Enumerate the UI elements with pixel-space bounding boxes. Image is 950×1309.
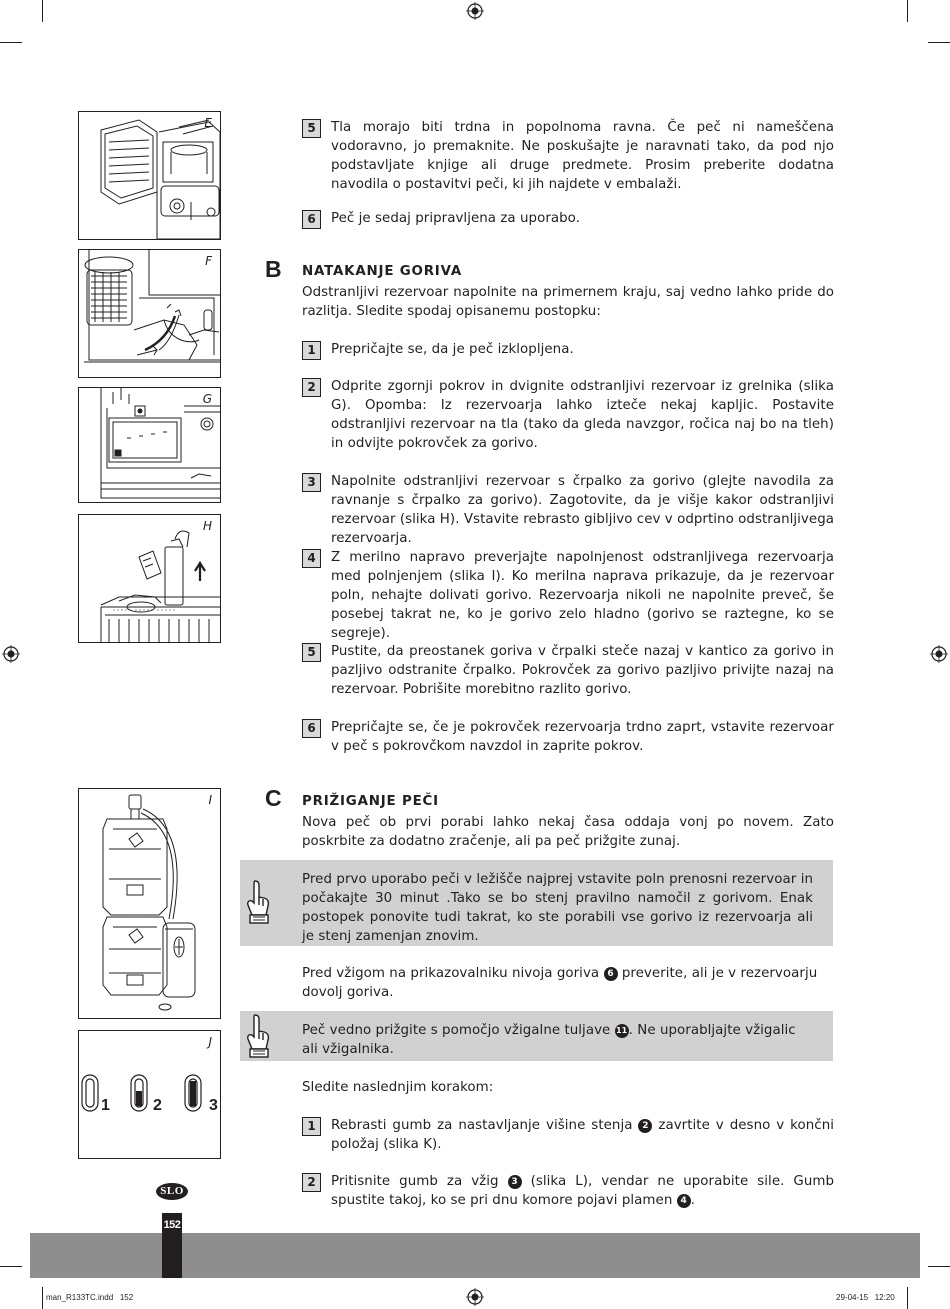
heater-lid-illustration bbox=[79, 112, 220, 239]
follow-steps-text: Sledite naslednjim korakom: bbox=[302, 1080, 494, 1095]
step-number: 2 bbox=[302, 1173, 321, 1192]
page-number: 152 bbox=[163, 1219, 181, 1231]
crop-mark bbox=[42, 0, 43, 22]
pointing-hand-icon bbox=[244, 1013, 272, 1059]
fuel-check-text-a: Pred vžigom na prikazovalniku nivoja goriva bbox=[302, 966, 600, 981]
registration-mark-icon bbox=[2, 645, 20, 663]
step-number: 6 bbox=[302, 210, 321, 229]
figure-label: I bbox=[208, 793, 212, 807]
figure-e bbox=[78, 111, 221, 240]
registration-mark-icon bbox=[466, 2, 484, 20]
stacked-tanks-illustration bbox=[79, 789, 220, 1018]
crop-mark bbox=[928, 1266, 950, 1267]
step-text-a: Rebrasti gumb za nastavljanje višine stenja bbox=[331, 1118, 633, 1133]
figure-i bbox=[78, 788, 221, 1019]
heater-top-illustration bbox=[79, 388, 220, 502]
step-text: Tla morajo biti trdna in popolnoma ravna. Če peč ni nameščena vodoravno, jo premaknite. Ne poskušajte je naravnati tako, da pod njo podstavljate knjige ali druge predmete. Prosim preberite dodatna navodila o postavitvi peči, ki jih najdete v embalaži. bbox=[331, 120, 834, 192]
crop-mark bbox=[907, 0, 908, 22]
gauge-level-label: 2 bbox=[153, 1097, 162, 1114]
ignition-coil-number-badge: 11 bbox=[615, 1024, 629, 1038]
note-text: Pred prvo uporabo peči v ležišče najprej vstavite poln prenosni rezervoar in počakajte 30 minut .Tako se bo stenj pravilno namočil z gorivom. Enak postopek ponovite tudi takrat, ko ste porabili vse gorivo iz rezervoarja ali je stenj zamenjan znovim. bbox=[302, 872, 813, 944]
language-badge-label: SLO bbox=[160, 1185, 184, 1197]
step-text-a: Pritisnite gumb za vžig bbox=[331, 1174, 499, 1189]
section-letter: B bbox=[265, 256, 282, 282]
footer-timestamp: 29-04-15 12:20 bbox=[836, 1293, 895, 1302]
figure-label: F bbox=[205, 254, 212, 268]
section-letter: C bbox=[265, 785, 282, 811]
step-text: Odprite zgornji pokrov in dvignite odstranljivi rezervoar iz grelnika (slika G). Opomba: Iz rezervoarja lahko izteče nekaj kapljic. Postavite odstranljivi rezervoar na tla (tako da gleda navzgor, ročica naj bo na tleh) in odvijte pokrovček za gorivo. bbox=[331, 379, 834, 451]
step-number: 4 bbox=[302, 549, 321, 568]
gauge-level-label: 1 bbox=[101, 1097, 110, 1114]
step-text: Prepričajte se, če je pokrovček rezervoarja trdno zaprt, vstavite rezervoar v peč s pokrovčkom navzdol in zaprite pokrov. bbox=[331, 720, 834, 754]
footer-file-name: man_R133TC.indd 152 bbox=[46, 1293, 134, 1302]
section-title: NATAKANJE GORIVA bbox=[302, 264, 463, 279]
note-text-a: Peč vedno prižgite s pomočjo vžigalne tuljave bbox=[302, 1023, 611, 1038]
figure-label: H bbox=[202, 519, 212, 533]
figure-label: E bbox=[204, 116, 212, 130]
figure-j bbox=[78, 1030, 221, 1159]
step-text: Pustite, da preostanek goriva v črpalki steče nazaj v kantico za gorivo in pazljivo odstranite črpalko. Pokrovček za gorivo pazljivo privijte nazaj na rezervoar. Pobrišite morebitno razlito gorivo. bbox=[331, 644, 834, 697]
tank-lift-illustration bbox=[79, 250, 220, 377]
fuel-gauge-number-badge: 6 bbox=[604, 967, 618, 981]
step-number: 1 bbox=[302, 341, 321, 360]
figure-label: J bbox=[208, 1035, 212, 1049]
step-number: 2 bbox=[302, 378, 321, 397]
step-number: 5 bbox=[302, 119, 321, 138]
section-intro: Odstranljivi rezervoar napolnite na primernem kraju, saj vedno lahko pride do razlitja. Sledite spodaj opisanemu postopku: bbox=[302, 285, 834, 319]
gauge-level-label: 3 bbox=[209, 1097, 218, 1114]
fuel-check-text bbox=[302, 964, 834, 1002]
note-text bbox=[302, 1021, 813, 1059]
figure-f bbox=[78, 249, 221, 378]
registration-mark-icon bbox=[466, 1288, 484, 1306]
ignition-button-number-badge: 3 bbox=[508, 1175, 522, 1189]
step-number: 5 bbox=[302, 643, 321, 662]
fuel-check-text-b: preverite, ali je v rezervoarju dovolj goriva. bbox=[302, 966, 818, 1000]
crop-mark bbox=[907, 1287, 908, 1309]
step-text: Napolnite odstranljivi rezervoar s črpalko za gorivo (glejte navodila za ravnanje s črpalko za gorivo). Zagotovite, da je višje kakor odstranljivi rezervoar (slika H). Vstavite rebrasto gibljivo cev v odprtino odstranljivega rezervoarja. bbox=[331, 474, 834, 546]
step-number: 1 bbox=[302, 1117, 321, 1136]
language-badge bbox=[156, 1183, 188, 1200]
pointing-hand-icon bbox=[244, 879, 272, 925]
crop-mark bbox=[0, 1266, 22, 1267]
crop-mark bbox=[0, 42, 22, 43]
flame-number-badge: 4 bbox=[677, 1194, 691, 1208]
step-text: Peč je sedaj pripravljena za uporabo. bbox=[331, 211, 581, 226]
fuel-pump-illustration bbox=[79, 515, 220, 642]
step-text-b: zavrtite v desno v končni položaj (slika K). bbox=[331, 1118, 835, 1152]
figure-label: G bbox=[202, 392, 212, 406]
step-text-c: . bbox=[690, 1193, 695, 1208]
note-text-b: . Ne uporabljajte vžigalic ali vžigalnika. bbox=[302, 1023, 796, 1057]
step-text bbox=[331, 1172, 834, 1210]
section-title: PRIŽIGANJE PEČI bbox=[302, 794, 439, 809]
wick-knob-number-badge: 2 bbox=[638, 1119, 652, 1133]
step-text-b: (slika L), vendar ne uporabite sile. Gumb spustite takoj, ko se pri dnu komore pojavi plamen bbox=[331, 1174, 834, 1208]
step-text bbox=[331, 1116, 834, 1154]
section-intro: Nova peč ob prvi porabi lahko nekaj časa oddaja vonj po novem. Zato poskrbite za dodatno zračenje, ali pa peč prižgite zunaj. bbox=[302, 815, 834, 849]
figure-h bbox=[78, 514, 221, 643]
step-number: 6 bbox=[302, 719, 321, 738]
registration-mark-icon bbox=[930, 645, 948, 663]
fuel-gauge-levels-illustration bbox=[79, 1031, 220, 1158]
step-number: 3 bbox=[302, 473, 321, 492]
crop-mark bbox=[42, 1287, 43, 1309]
crop-mark bbox=[928, 42, 950, 43]
figure-g bbox=[78, 387, 221, 503]
step-text: Z merilno napravo preverjajte napolnjenost odstranljivega rezervoarja med polnjenjem (slika I). Ko merilna naprava prikazuje, da je rezervoar poln, nehajte dolivati gorivo. Rezervoarja nikoli ne napolnite preveč, še posebej takrat ne, ko je gorivo zelo hladno (gorivo se raztegne, ko se segreje). bbox=[331, 550, 834, 641]
step-text: Prepričajte se, da je peč izklopljena. bbox=[331, 342, 574, 357]
